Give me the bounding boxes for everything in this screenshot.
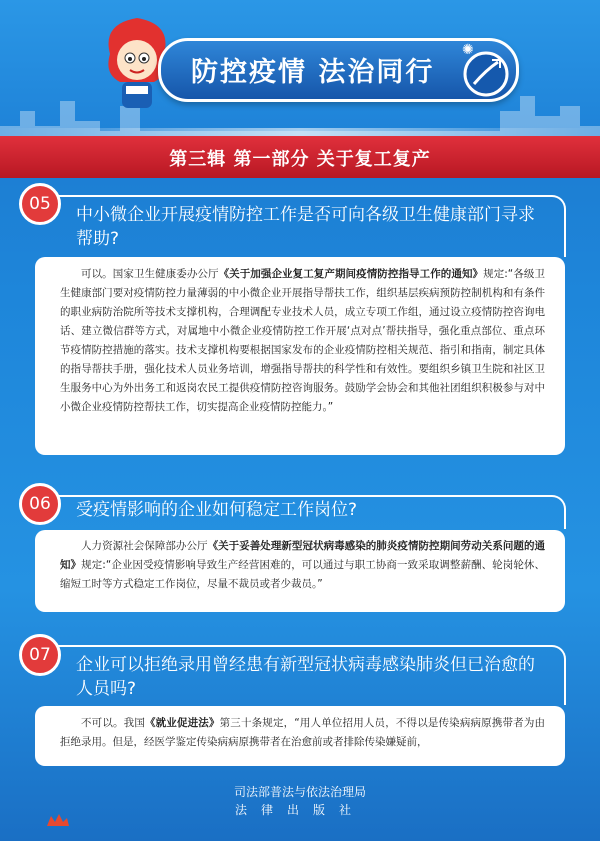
- question-number-06: 06: [19, 483, 61, 525]
- question-06-line1: 受疫情影响的企业如何稳定工作岗位?: [76, 500, 358, 520]
- footer-bureau: 司法部普法与依法治理局: [233, 785, 366, 799]
- answer-text-07: [60, 714, 545, 754]
- answer-06-body: 规定:“企业因受疫情影响导致生产经营困难的，可以通过与职工协商一致采取调整薪酬、轮岗轮休、缩短工时等方式稳定工作岗位，尽量不裁员或者少裁员。”: [60, 559, 545, 590]
- footer: [0, 783, 600, 819]
- question-07-line1: 企业可以拒绝录用曾经患有新型冠状病毒感染肺炎但已治愈的: [76, 655, 535, 675]
- answer-05-body: 规定:“各级卫生健康部门要对疫情防控力量薄弱的中小微企业开展指导帮扶工作，组织基层疾病预防控制机构和有条件的职业病防治院所等技术支撑机构，合理调配专业技术人员，成立专项工作组，通过设立疫情防控咨询电话、建立微信群等方式，对属地中小微企业疫情防控工作开展‘点对点’帮扶指导，强化重点部位、重点环节疫情防控措施的落实。技术支撑机构要根据国家发布的企业疫情防控相关规范、指引和指南，制定具体的指导帮扶手册，强化技术人员业务培训，增强指导帮扶的科学性和有效性。要组织乡镇卫生院和社区卫生服务中心为外出务工和返岗农民工提供疫情防控咨询服务。鼓励学会协会和其他社团组织积极参与对中小微企业疫情防控帮扶工作，切实提高企业疫情防控能力。”: [60, 268, 545, 413]
- question-text-07: [76, 653, 546, 701]
- answer-text-06: [60, 537, 545, 594]
- answer-text-05: [60, 265, 545, 417]
- question-text-06: [76, 498, 546, 522]
- answer-07-doc-title: 《就业促进法》: [144, 717, 220, 729]
- justice-scale-icon: [462, 50, 510, 98]
- answer-05-intro: 可以。国家卫生健康委办公厅: [81, 268, 219, 280]
- question-07-line2: 人员吗?: [76, 679, 137, 699]
- answer-06-doc-title: 《关于妥善处理新型冠状病毒感染的肺炎疫情防控期间劳动关系问题的通知》: [60, 540, 546, 571]
- question-05-line2: 帮助?: [76, 229, 120, 249]
- question-number-05: 05: [19, 183, 61, 225]
- answer-07-intro: 不可以。我国: [81, 717, 145, 729]
- question-number-07: 07: [19, 634, 61, 676]
- answer-05-doc-title: 《关于加强企业复工复产期间疫情防控指导工作的通知》: [218, 268, 484, 280]
- sun-icon: ✺: [462, 42, 474, 58]
- question-05-line1: 中小微企业开展疫情防控工作是否可向各级卫生健康部门寻求: [76, 205, 535, 225]
- page-title: 防控疫情 法治同行: [191, 57, 435, 88]
- answer-06-intro: 人力资源社会保障部办公厅: [81, 540, 208, 552]
- answer-07-body: 第三十条规定，“用人单位招用人员，不得以是传染病病原携带者为由拒绝录用。但是，经医学鉴定传染病病原携带者在治愈前或者排除传染嫌疑前，: [60, 717, 545, 748]
- footer-publisher: 法律出版社: [234, 803, 365, 817]
- question-text-05: [76, 203, 546, 251]
- section-title: 第三辑 第一部分 关于复工复产: [169, 149, 431, 170]
